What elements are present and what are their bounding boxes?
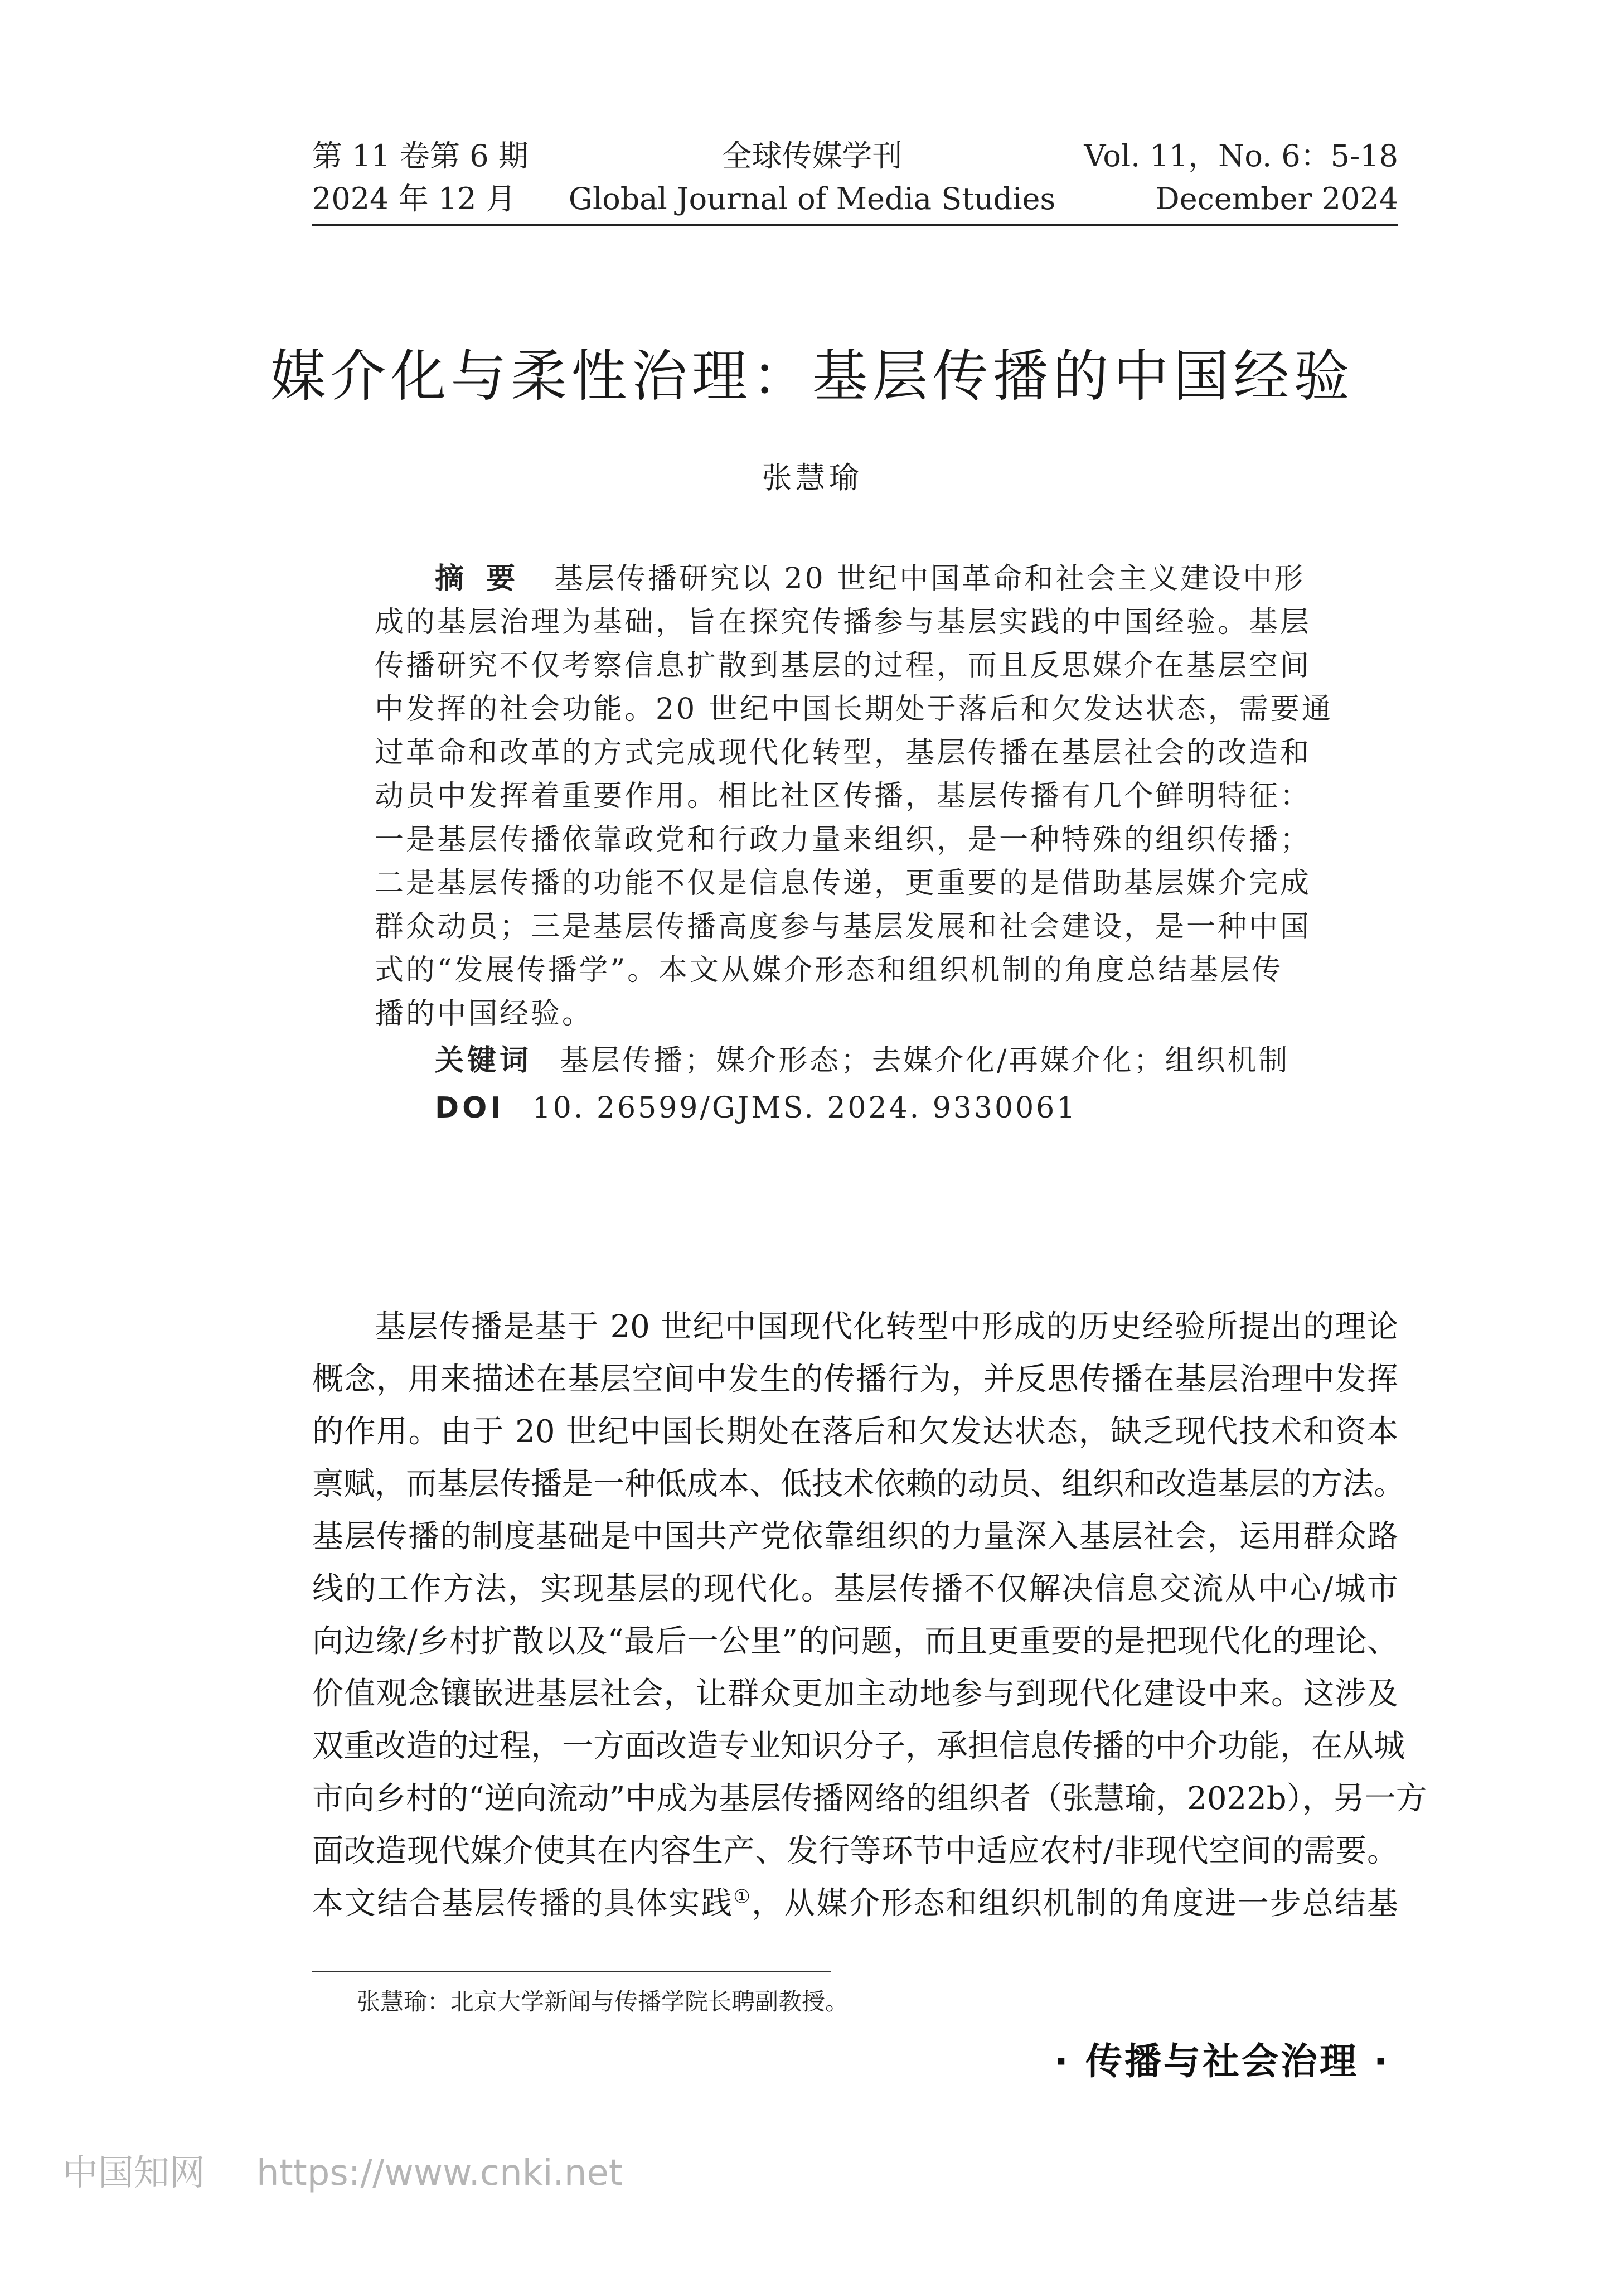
body-line: 市向乡村的“逆向流动”中成为基层传播网络的组织者（张慧瑜，2022b），另一方 xyxy=(312,1781,1427,1817)
abstract-line: 式的“发展传播学”。本文从媒介形态和组织机制的角度总结基层传 xyxy=(375,954,1283,987)
body-line xyxy=(312,1880,1398,1927)
abstract-line: 传播研究不仅考察信息扩散到基层的过程，而且反思媒介在基层空间 xyxy=(375,649,1312,683)
body-line: 禀赋，而基层传播是一种低成本、低技术依赖的动员、组织和改造基层的方法。 xyxy=(312,1466,1405,1502)
body-text: ，从媒介形态和组织机制的角度进一步总结基 xyxy=(751,1885,1399,1922)
doi-label: DOI xyxy=(435,1091,505,1125)
publication-date-cn: 2024 年 12 月 xyxy=(312,181,516,216)
abstract-line: 动员中发挥着重要作用。相比社区传播，基层传播有几个鲜明特征： xyxy=(375,780,1312,813)
doi-row xyxy=(435,1089,1077,1128)
doi-text: 10. 26599/GJMS. 2024. 9330061 xyxy=(532,1091,1078,1125)
footnote-marker[interactable]: ① xyxy=(733,1885,752,1908)
footnote-text: 张慧瑜：北京大学新闻与传播学院长聘副教授。 xyxy=(357,1988,849,2015)
body-line: 向边缘/乡村扩散以及“最后一公里”的问题，而且更重要的是把现代化的理论、 xyxy=(312,1623,1398,1660)
abstract-line: 二是基层传播的功能不仅是信息传递，更重要的是借助基层媒介完成 xyxy=(375,867,1312,900)
article-author: 张慧瑜 xyxy=(762,460,862,495)
keywords-text: 基层传播；媒介形态；去媒介化/再媒介化；组织机制 xyxy=(560,1044,1290,1077)
body-line: 面改造现代媒介使其在内容生产、发行等环节中适应农村/非现代空间的需要。 xyxy=(312,1833,1398,1869)
keywords-row xyxy=(435,1041,1290,1080)
abstract-line: 群众动员；三是基层传播高度参与基层发展和社会建设，是一种中国 xyxy=(375,910,1312,944)
volume-pages-en: Vol. 11，No. 6：5-18 xyxy=(1084,138,1398,173)
body-line: 基层传播的制度基础是中国共产党依靠组织的力量深入基层社会，运用群众路 xyxy=(312,1518,1398,1555)
column-tag: · 传播与社会治理 · xyxy=(1054,2040,1390,2083)
body-line: 双重改造的过程，一方面改造专业知识分子，承担信息传播的中介功能，在从城 xyxy=(312,1728,1405,1764)
article-title: 媒介化与柔性治理：基层传播的中国经验 xyxy=(270,344,1354,409)
abstract-label: 摘要 xyxy=(435,562,538,596)
body-text: 本文结合基层传播的具体实践 xyxy=(312,1885,734,1922)
body-line: 线的工作方法，实现基层的现代化。基层传播不仅解决信息交流从中心/城市 xyxy=(312,1571,1398,1607)
volume-issue: 第 11 卷第 6 期 xyxy=(312,138,529,173)
abstract-line: 播的中国经验。 xyxy=(375,997,594,1031)
watermark-url[interactable]: https://www.cnki.net xyxy=(256,2153,623,2194)
body-line: 价值观念镶嵌进基层社会，让群众更加主动地参与到现代化建设中来。这涉及 xyxy=(312,1676,1398,1712)
keywords-label: 关键词 xyxy=(435,1044,532,1077)
footnote-rule xyxy=(312,1971,831,1972)
body-line: 概念，用来描述在基层空间中发生的传播行为，并反思传播在基层治理中发挥 xyxy=(312,1361,1398,1397)
body-line: 基层传播是基于 20 世纪中国现代化转型中形成的历史经验所提出的理论 xyxy=(375,1309,1398,1345)
journal-name-en: Global Journal of Media Studies xyxy=(568,181,1056,216)
abstract-text: 基层传播研究以 20 世纪中国革命和社会主义建设中形 xyxy=(554,562,1306,596)
abstract-line: 一是基层传播依靠政党和行政力量来组织，是一种特殊的组织传播； xyxy=(375,823,1312,857)
abstract-line: 中发挥的社会功能。20 世纪中国长期处于落后和欠发达状态，需要通 xyxy=(375,693,1333,726)
watermark-brand: 中国知网 xyxy=(62,2153,205,2194)
abstract-line: 过革命和改革的方式完成现代化转型，基层传播在基层社会的改造和 xyxy=(375,736,1312,770)
abstract-line: 成的基层治理为基础，旨在探究传播参与基层实践的中国经验。基层 xyxy=(375,606,1312,639)
abstract-line xyxy=(435,559,1305,598)
header-rule xyxy=(312,224,1398,226)
journal-name-cn: 全球传媒学刊 xyxy=(721,138,903,173)
publication-date-en: December 2024 xyxy=(1155,181,1398,216)
body-line: 的作用。由于 20 世纪中国长期处在落后和欠发达状态，缺乏现代技术和资本 xyxy=(312,1414,1398,1450)
